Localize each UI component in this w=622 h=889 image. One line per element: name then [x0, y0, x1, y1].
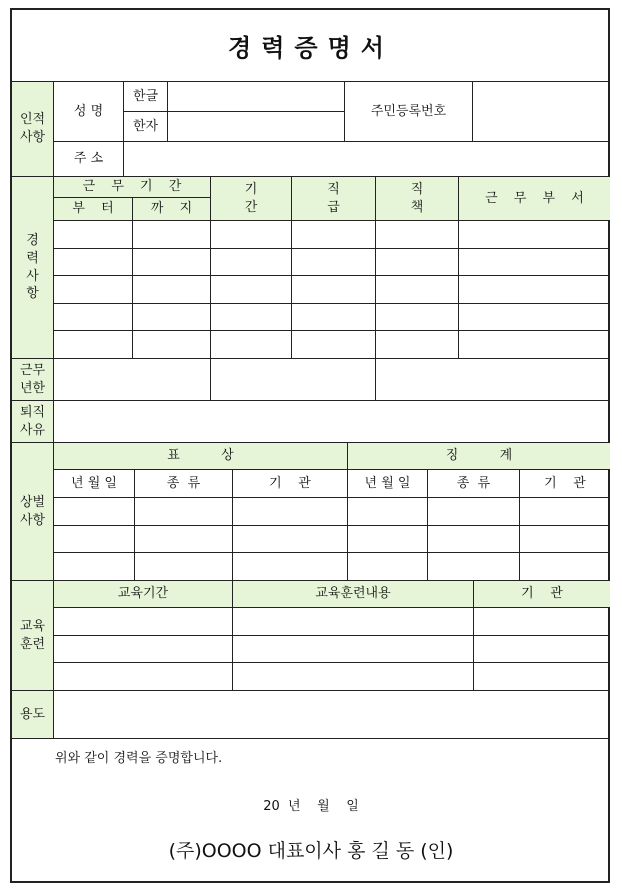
discipline-org-header: 기 관	[520, 470, 610, 498]
reward-cell[interactable]	[135, 498, 233, 526]
issue-date: 20 년 월 일	[263, 799, 359, 814]
address-field[interactable]	[124, 142, 610, 177]
career-cell[interactable]	[292, 276, 376, 304]
reward-cell[interactable]	[520, 526, 610, 554]
document-title: 경력증명서	[12, 10, 610, 82]
career-cell[interactable]	[376, 276, 459, 304]
award-kind-header: 종 류	[135, 470, 233, 498]
career-cell[interactable]	[459, 221, 610, 249]
to-header: 까 지	[133, 198, 211, 221]
reward-cell[interactable]	[233, 498, 348, 526]
education-cell[interactable]	[54, 663, 233, 691]
discipline-kind-header: 종 류	[428, 470, 520, 498]
career-cell[interactable]	[292, 304, 376, 332]
education-cell[interactable]	[54, 636, 233, 664]
award-header: 표 상	[54, 443, 348, 470]
hangul-name-field[interactable]	[168, 82, 345, 112]
rrn-label: 주민등록번호	[345, 82, 473, 142]
department-header: 근 무 부 서	[459, 177, 610, 221]
reward-cell[interactable]	[348, 553, 428, 581]
education-cell[interactable]	[54, 608, 233, 636]
education-cell[interactable]	[474, 608, 610, 636]
education-cell[interactable]	[233, 608, 474, 636]
discipline-header: 징 계	[348, 443, 610, 470]
reward-cell[interactable]	[233, 553, 348, 581]
education-content-header: 교육훈련내용	[233, 581, 474, 608]
reward-cell[interactable]	[135, 553, 233, 581]
career-cell[interactable]	[133, 304, 211, 332]
education-cell[interactable]	[233, 663, 474, 691]
name-label: 성 명	[54, 82, 124, 142]
career-cell[interactable]	[54, 221, 133, 249]
education-cell[interactable]	[474, 663, 610, 691]
personal-section-label: 인적 사항	[12, 82, 54, 177]
career-cell[interactable]	[459, 276, 610, 304]
career-cell[interactable]	[54, 249, 133, 277]
career-section-label: 경 력 사 항	[12, 177, 54, 359]
reward-cell[interactable]	[520, 553, 610, 581]
reward-cell[interactable]	[54, 498, 135, 526]
career-cell[interactable]	[459, 331, 610, 359]
career-cell[interactable]	[292, 221, 376, 249]
discipline-date-header: 년 월 일	[348, 470, 428, 498]
reward-cell[interactable]	[428, 526, 520, 554]
reward-section-label: 상벌 사항	[12, 443, 54, 581]
career-cell[interactable]	[211, 221, 292, 249]
reward-cell[interactable]	[54, 526, 135, 554]
from-header: 부 터	[54, 198, 133, 221]
service-years-field-2[interactable]	[211, 359, 376, 401]
reward-cell[interactable]	[348, 498, 428, 526]
statement-text: 위와 같이 경력을 증명합니다.	[55, 751, 223, 766]
retire-reason-field[interactable]	[54, 401, 610, 443]
career-cell[interactable]	[376, 331, 459, 359]
career-cell[interactable]	[376, 304, 459, 332]
career-cell[interactable]	[133, 249, 211, 277]
education-org-header: 기 관	[474, 581, 610, 608]
grade-header: 직 급	[292, 177, 376, 221]
reward-cell[interactable]	[428, 553, 520, 581]
purpose-field[interactable]	[54, 691, 610, 739]
career-cell[interactable]	[211, 276, 292, 304]
career-cell[interactable]	[292, 331, 376, 359]
education-cell[interactable]	[233, 636, 474, 664]
career-cell[interactable]	[133, 221, 211, 249]
career-cell[interactable]	[133, 331, 211, 359]
career-cell[interactable]	[376, 249, 459, 277]
reward-cell[interactable]	[428, 498, 520, 526]
position-header: 직 책	[376, 177, 459, 221]
career-cell[interactable]	[54, 304, 133, 332]
award-date-header: 년 월 일	[54, 470, 135, 498]
career-cell[interactable]	[54, 331, 133, 359]
reward-cell[interactable]	[54, 553, 135, 581]
retire-reason-label: 퇴직 사유	[12, 401, 54, 443]
service-years-field-1[interactable]	[54, 359, 211, 401]
career-cell[interactable]	[376, 221, 459, 249]
reward-cell[interactable]	[520, 498, 610, 526]
signature-line: (주)OOOO 대표이사 홍 길 동 (인)	[168, 840, 454, 862]
career-cell[interactable]	[211, 249, 292, 277]
hangul-label: 한글	[124, 82, 168, 112]
career-cell[interactable]	[211, 331, 292, 359]
reward-cell[interactable]	[135, 526, 233, 554]
address-label: 주 소	[54, 142, 124, 177]
career-cell[interactable]	[133, 276, 211, 304]
work-period-header: 근 무 기 간	[54, 177, 211, 198]
education-cell[interactable]	[474, 636, 610, 664]
service-years-field-3[interactable]	[376, 359, 610, 401]
rrn-field[interactable]	[473, 82, 610, 142]
career-cell[interactable]	[292, 249, 376, 277]
reward-cell[interactable]	[233, 526, 348, 554]
career-cell[interactable]	[459, 249, 610, 277]
career-cell[interactable]	[459, 304, 610, 332]
career-cell[interactable]	[211, 304, 292, 332]
award-org-header: 기 관	[233, 470, 348, 498]
career-cell[interactable]	[54, 276, 133, 304]
reward-cell[interactable]	[348, 526, 428, 554]
education-section-label: 교육 훈련	[12, 581, 54, 691]
hanja-label: 한자	[124, 112, 168, 142]
hanja-name-field[interactable]	[168, 112, 345, 142]
education-period-header: 교육기간	[54, 581, 233, 608]
service-years-label: 근무 년한	[12, 359, 54, 401]
duration-header: 기 간	[211, 177, 292, 221]
purpose-label: 용도	[12, 691, 54, 739]
